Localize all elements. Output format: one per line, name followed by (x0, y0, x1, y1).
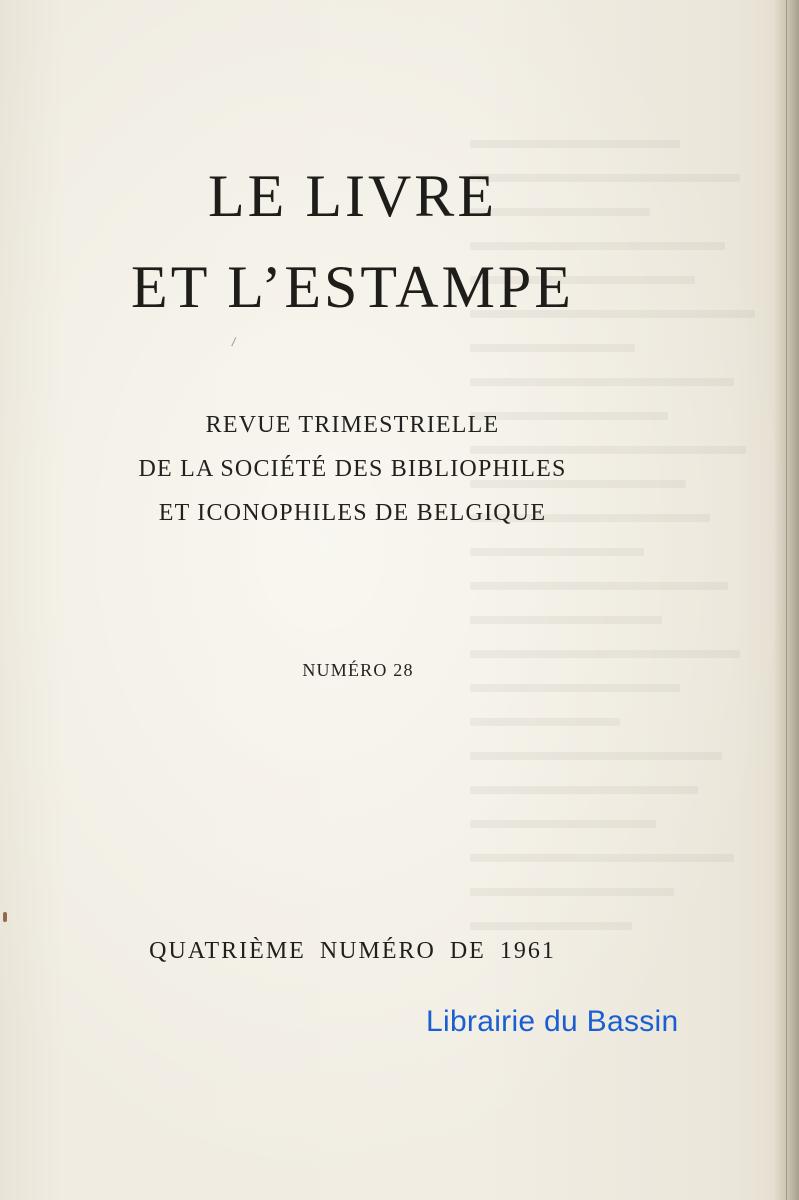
subtitle-line-2: DE LA SOCIÉTÉ DES BIBLIOPHILES (138, 456, 567, 482)
ink-mark (231, 337, 242, 349)
title-line-1: LE LIVRE (208, 163, 497, 229)
issue-number: NUMÉRO 28 (302, 660, 414, 680)
subtitle-line-3: ET ICONOPHILES DE BELGIQUE (158, 500, 547, 526)
subtitle-line-1: REVUE TRIMESTRIELLE (205, 412, 500, 438)
watermark-text: Librairie du Bassin (426, 1005, 679, 1038)
title-line-2: ET L’ESTAMPE (131, 254, 574, 320)
page-edge-mark (3, 912, 7, 922)
gutter-line (786, 0, 787, 1200)
issue-period: QUATRIÈME NUMÉRO DE 1961 (149, 938, 556, 964)
